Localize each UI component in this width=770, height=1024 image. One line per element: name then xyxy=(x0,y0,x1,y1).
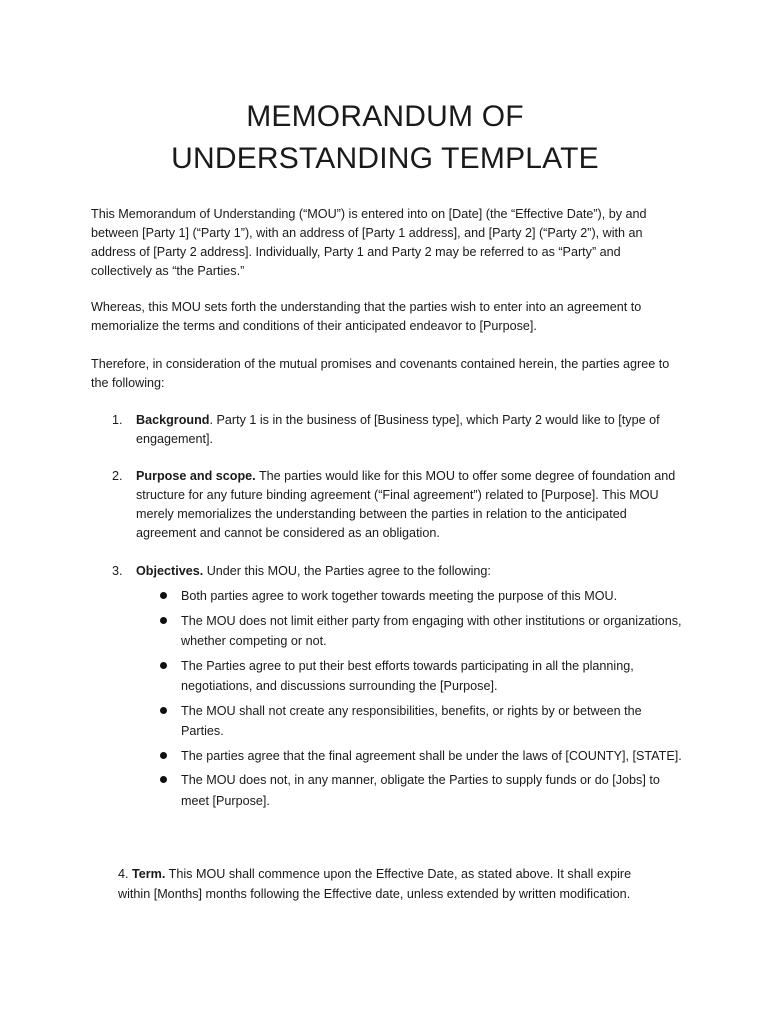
section-objectives xyxy=(112,562,682,581)
objective-text: The parties agree that the final agreement shall be under the laws of [COUNTY], [STATE]. xyxy=(181,748,682,763)
bullet-icon xyxy=(160,707,167,714)
section-purpose-scope xyxy=(112,467,682,543)
intro-paragraph: This Memorandum of Understanding (“MOU”) is entered into on [Date] (the “Effective Date”), by and between [Party 1] (“Party 1”), with an address of [Party 1 address], and [Party 2] (“Party 2”), with an address of [Party 2 address]. Individually, Party 1 and Party 2 may be referred to as “Party” and collectively as “the Parties.” xyxy=(91,207,647,278)
section-number: 2. xyxy=(112,469,123,483)
list-item xyxy=(156,611,686,652)
objective-text: The MOU does not, in any manner, obligate the Parties to supply funds or do [Jobs] to meet [Purpose]. xyxy=(181,773,660,808)
objective-text: Both parties agree to work together towards meeting the purpose of this MOU. xyxy=(181,589,618,603)
whereas-paragraph: Whereas, this MOU sets forth the understanding that the parties wish to enter into an agreement to memorialize the terms and conditions of their anticipated endeavor to [Purpose]. xyxy=(91,300,642,333)
bullet-icon xyxy=(160,752,167,759)
title-line-2: UNDERSTANDING TEMPLATE xyxy=(171,142,599,175)
section-heading: Background xyxy=(136,413,210,427)
section-text: Under this MOU, the Parties agree to the following: xyxy=(203,564,491,578)
section-heading: Purpose and scope. xyxy=(136,469,256,483)
section-number: 3. xyxy=(112,564,123,578)
list-item xyxy=(156,770,686,811)
therefore-paragraph: Therefore, in consideration of the mutual promises and covenants contained herein, the parties agree to the following: xyxy=(91,357,670,390)
section-number: 1. xyxy=(112,413,123,427)
bullet-icon xyxy=(160,662,167,669)
objective-text: The Parties agree to put their best efforts towards participating in all the planning, negotiations, and discussions surrounding the [Purpose]. xyxy=(181,658,634,693)
list-item xyxy=(156,656,686,697)
section-heading: Term. xyxy=(132,867,166,881)
bullet-icon xyxy=(160,617,167,624)
objectives-list xyxy=(156,586,686,815)
section-text: . Party 1 is in the business of [Business type], which Party 2 would like to [type of engagement]. xyxy=(136,413,660,446)
section-heading: Objectives. xyxy=(136,564,204,578)
bullet-icon xyxy=(160,592,167,599)
title-line-1: MEMORANDUM OF xyxy=(246,100,524,133)
list-item xyxy=(156,746,686,767)
objective-text: The MOU shall not create any responsibilities, benefits, or rights by or between the Parties. xyxy=(181,703,642,738)
document-title xyxy=(0,96,770,180)
bullet-icon xyxy=(160,776,167,783)
section-text: The parties would like for this MOU to offer some degree of foundation and structure for any future binding agreement (“Final agreement”) related to [Purpose]. This MOU merely memorializes the understanding between the parties in relation to the anticipated agreement and cannot be considered as an obligation. xyxy=(136,469,676,540)
section-background xyxy=(112,411,682,449)
section-text: This MOU shall commence upon the Effective Date, as stated above. It shall expire within [Months] months following the Effective date, unless extended by written modification. xyxy=(118,867,632,901)
list-item xyxy=(156,586,686,607)
section-term xyxy=(118,865,658,904)
objective-text: The MOU does not limit either party from engaging with other institutions or organizations, whether competing or not. xyxy=(181,613,682,648)
list-item xyxy=(156,701,686,742)
section-number: 4. xyxy=(118,867,129,881)
